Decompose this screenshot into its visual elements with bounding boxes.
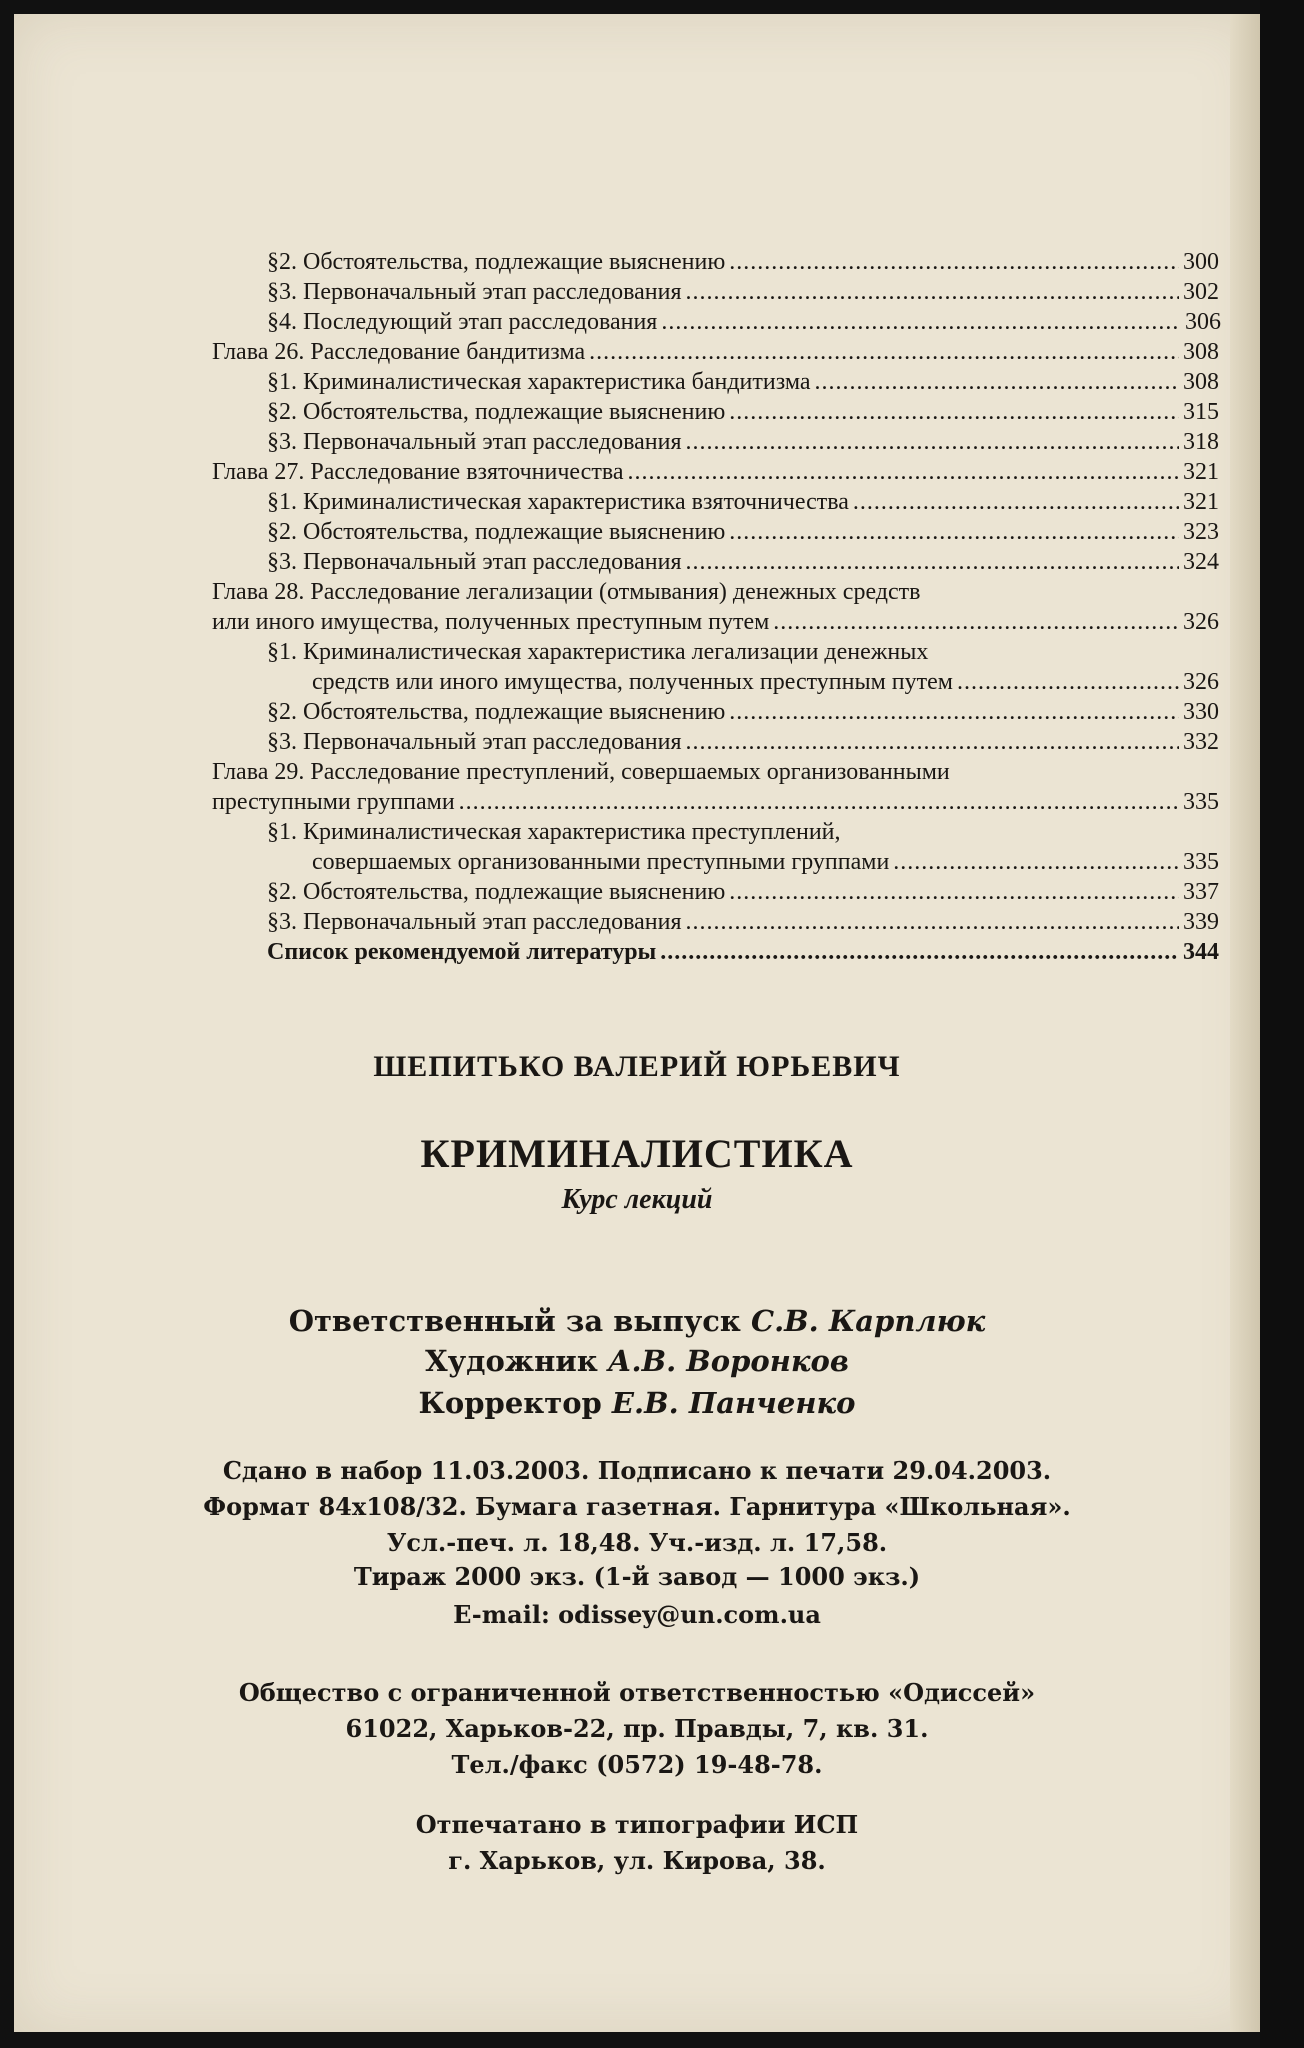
toc-entry-title-cont: совершаемых организованными преступными группами	[312, 849, 890, 875]
credit-line	[14, 1386, 1260, 1420]
toc-entry	[267, 428, 1227, 456]
toc-entry-title: §2. Обстоятельства, подлежащие выяснению	[267, 249, 726, 275]
toc-leader-dots	[686, 278, 1180, 306]
toc-entry	[267, 368, 1227, 396]
toc-entry-title: §2. Обстоятельства, подлежащие выяснению	[267, 399, 726, 425]
toc-entry-page: 335	[1183, 789, 1219, 815]
toc-entry-page: 321	[1183, 459, 1219, 485]
toc-chapter	[212, 338, 1227, 366]
toc-leader-dots	[729, 698, 1179, 726]
toc-entry-page: 337	[1183, 879, 1219, 905]
toc-entry-title: §3. Первоначальный этап расследования	[267, 429, 682, 455]
credit-role: Корректор	[418, 1386, 602, 1420]
toc-entry-title: §4. Последующий этап расследования	[267, 309, 658, 335]
toc-leader-dots	[686, 728, 1180, 756]
toc-bibliography	[267, 938, 1227, 966]
toc-entry-page: 300	[1183, 249, 1219, 275]
publication-info-line: Усл.-печ. л. 18,48. Уч.-изд. л. 17,58.	[386, 1528, 888, 1557]
toc-entry-title: §3. Первоначальный этап расследования	[267, 909, 682, 935]
toc-entry	[312, 668, 1227, 696]
toc-entry-page: 306	[1185, 309, 1221, 335]
toc-leader-dots	[589, 338, 1179, 366]
toc-leader-dots	[661, 308, 1181, 336]
publisher-name: Общество с ограниченной ответственностью «Одиссей»	[238, 1678, 1036, 1707]
toc-entry-title: Глава 26. Расследование бандитизма	[212, 339, 586, 365]
toc-leader-dots	[729, 878, 1179, 906]
toc-entry-page: 344	[1183, 939, 1219, 965]
publication-info-line: Сдано в набор 11.03.2003. Подписано к печати 29.04.2003.	[222, 1456, 1052, 1485]
toc-leader-dots	[459, 788, 1179, 816]
toc-leader-dots	[628, 458, 1180, 486]
credit-role: Ответственный за выпуск	[288, 1304, 741, 1338]
toc-entry-title: Глава 29. Расследование преступлений, совершаемых организованными	[212, 759, 950, 785]
toc-leader-dots	[815, 368, 1179, 396]
credit-role: Художник	[425, 1344, 598, 1378]
toc-entry-title: §3. Первоначальный этап расследования	[267, 729, 682, 755]
toc-entry-title: §2. Обстоятельства, подлежащие выяснению	[267, 519, 726, 545]
publisher-phone: Тел./факс (0572) 19-48-78.	[451, 1750, 823, 1779]
toc-entry-page: 326	[1183, 609, 1219, 635]
publication-info-line: Формат 84x108/32. Бумага газетная. Гарнитура «Школьная».	[203, 1492, 1071, 1521]
toc-leader-dots	[853, 488, 1179, 516]
toc-entry-page: 315	[1183, 399, 1219, 425]
credit-line	[14, 1344, 1260, 1378]
toc-entry	[267, 518, 1227, 546]
toc-entry	[267, 398, 1227, 426]
toc-entry	[267, 308, 1229, 336]
toc-chapter	[212, 458, 1227, 486]
toc-entry-title: Список рекомендуемой литературы	[267, 939, 657, 965]
toc-entry-page: 302	[1183, 279, 1219, 305]
book-title: КРИМИНАЛИСТИКА	[420, 1131, 854, 1176]
toc-entry-page: 323	[1183, 519, 1219, 545]
toc-leader-dots	[686, 908, 1180, 936]
toc-entry-title-cont: преступными группами	[212, 789, 455, 815]
toc-entry-title-cont: или иного имущества, полученных преступным путем	[212, 609, 770, 635]
publisher-email: E-mail: odissey@un.com.ua	[453, 1600, 821, 1629]
toc-leader-dots	[957, 668, 1179, 696]
toc-entry	[267, 698, 1227, 726]
printer-name: Отпечатано в типографии ИСП	[415, 1810, 859, 1839]
printer-address: г. Харьков, ул. Кирова, 38.	[448, 1846, 826, 1875]
credit-person: А.В. Воронков	[607, 1344, 849, 1378]
publication-info-line: Тираж 2000 экз. (1-й завод — 1000 экз.)	[353, 1562, 921, 1591]
author-name: ШЕПИТЬКО ВАЛЕРИЙ ЮРЬЕВИЧ	[373, 1050, 901, 1083]
toc-leader-dots	[729, 518, 1179, 546]
toc-entry	[267, 278, 1227, 306]
toc-entry-page: 339	[1183, 909, 1219, 935]
toc-entry-title: §1. Криминалистическая характеристика бандитизма	[267, 369, 811, 395]
toc-leader-dots	[729, 248, 1179, 276]
toc-entry-title: §2. Обстоятельства, подлежащие выяснению	[267, 879, 726, 905]
toc-entry-title-cont: средств или иного имущества, полученных преступным путем	[312, 669, 953, 695]
toc-entry-page: 318	[1183, 429, 1219, 455]
toc-leader-dots	[729, 398, 1179, 426]
toc-entry	[267, 878, 1227, 906]
toc-entry	[267, 548, 1227, 576]
toc-entry	[267, 728, 1227, 756]
toc-entry-title: §2. Обстоятельства, подлежащие выяснению	[267, 699, 726, 725]
toc-entry-title: §1. Криминалистическая характеристика взяточничества	[267, 489, 849, 515]
scanner-border	[1260, 0, 1304, 2048]
toc-entry-page: 324	[1183, 549, 1219, 575]
toc-entry-title: §1. Криминалистическая характеристика легализации денежных	[267, 639, 929, 665]
toc-chapter	[212, 608, 1227, 636]
toc-leader-dots	[686, 548, 1180, 576]
credit-person: С.В. Карплюк	[750, 1304, 986, 1338]
toc-entry-page: 330	[1183, 699, 1219, 725]
toc-entry-page: 326	[1183, 669, 1219, 695]
toc-entry	[267, 248, 1227, 276]
toc-leader-dots	[893, 848, 1179, 876]
publisher-address: 61022, Харьков-22, пр. Правды, 7, кв. 31.	[345, 1714, 929, 1743]
toc-entry-page: 308	[1183, 369, 1219, 395]
book-subtitle: Курс лекций	[561, 1184, 713, 1215]
toc-entry-first-line	[267, 638, 928, 666]
credit-person: Е.В. Панченко	[611, 1386, 856, 1420]
book-page	[14, 14, 1260, 2032]
toc-chapter	[212, 788, 1227, 816]
toc-leader-dots	[660, 938, 1179, 966]
toc-entry-title: §1. Криминалистическая характеристика преступлений,	[267, 819, 841, 845]
toc-leader-dots	[773, 608, 1179, 636]
toc-entry-title: Глава 27. Расследование взяточничества	[212, 459, 624, 485]
toc-entry-title: §3. Первоначальный этап расследования	[267, 549, 682, 575]
toc-chapter-first-line	[212, 578, 920, 606]
toc-entry-page: 321	[1183, 489, 1219, 515]
toc-entry-page: 332	[1183, 729, 1219, 755]
toc-entry-title: §3. Первоначальный этап расследования	[267, 279, 682, 305]
toc-entry-title: Глава 28. Расследование легализации (отмывания) денежных средств	[212, 579, 921, 605]
toc-entry-page: 308	[1183, 339, 1219, 365]
toc-chapter-first-line	[212, 758, 950, 786]
credit-line	[14, 1304, 1260, 1338]
toc-entry	[267, 488, 1227, 516]
toc-entry	[312, 848, 1227, 876]
toc-entry	[267, 908, 1227, 936]
toc-entry-page: 335	[1183, 849, 1219, 875]
toc-entry-first-line	[267, 818, 841, 846]
toc-leader-dots	[686, 428, 1180, 456]
